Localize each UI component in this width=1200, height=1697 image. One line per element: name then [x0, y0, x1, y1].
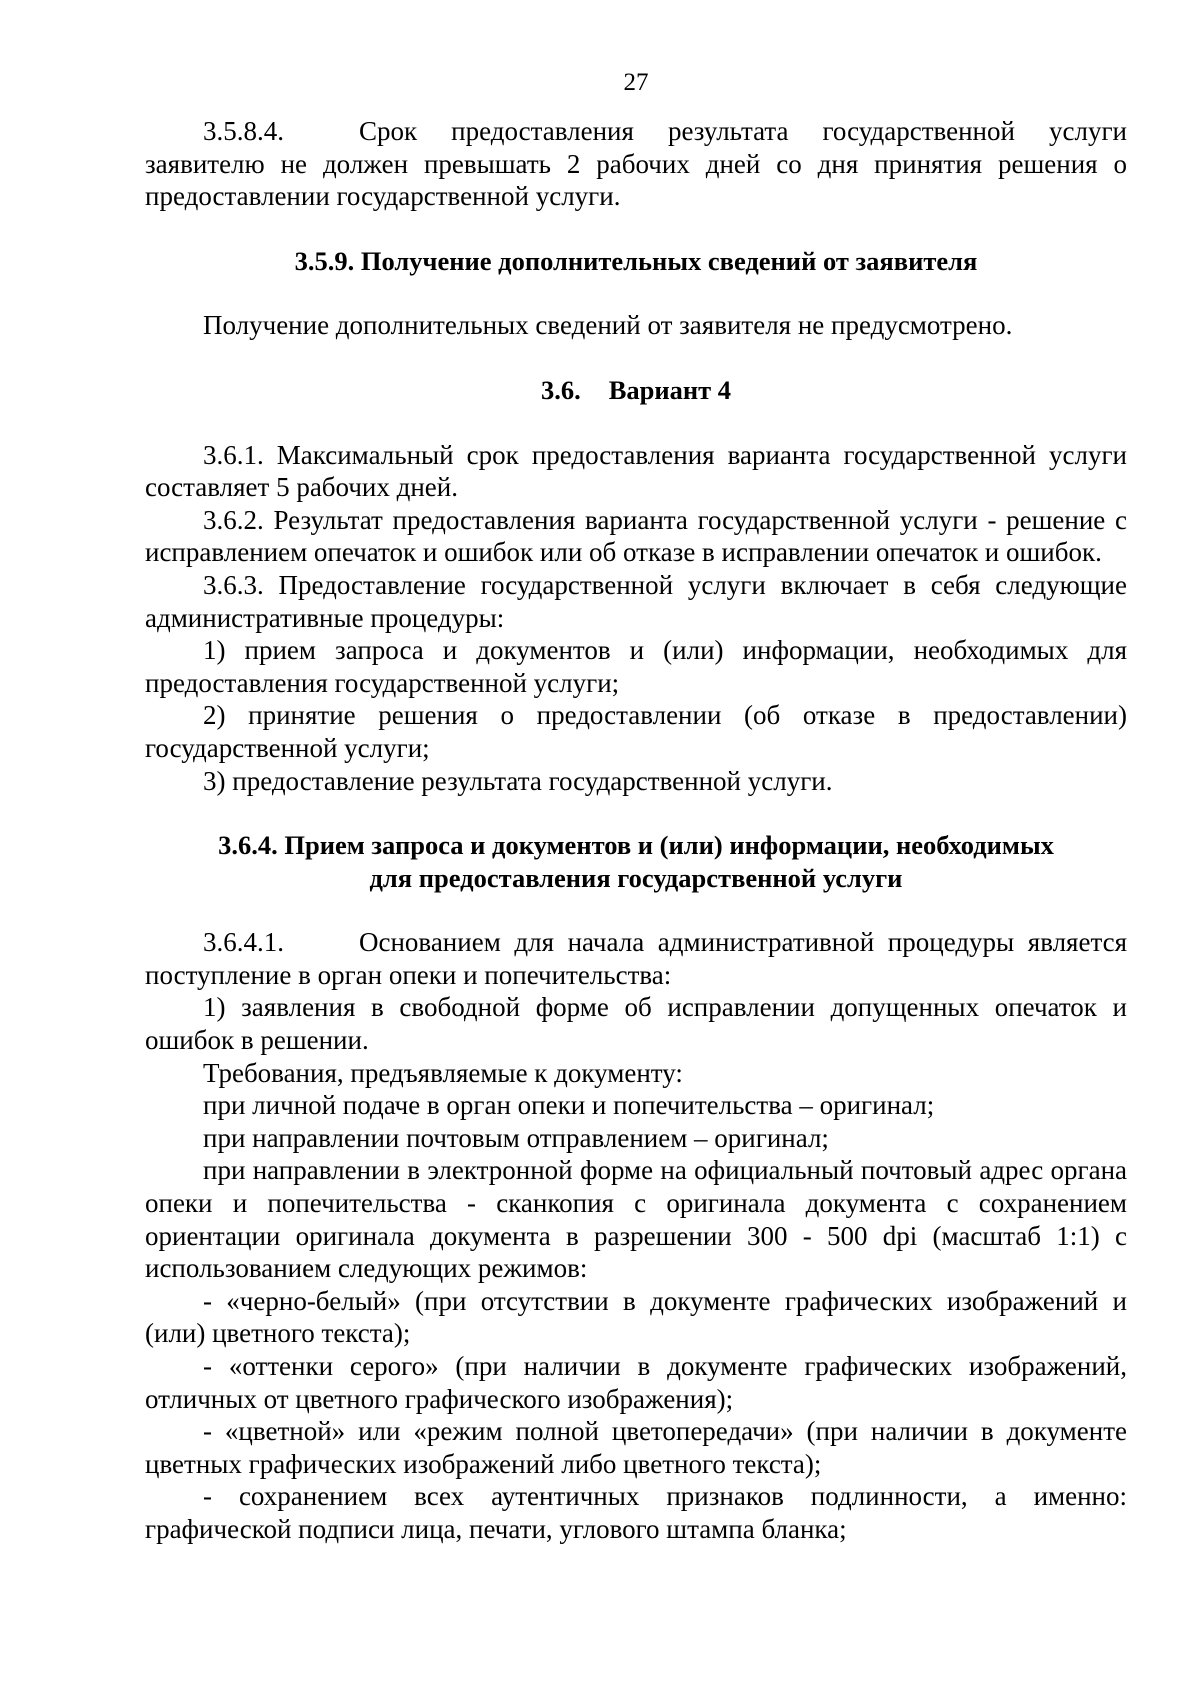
paragraph-3-6-2: 3.6.2. Результат предоставления варианта государственной услуги - решение с исправлением опечаток и ошибок или об отказе в исправлении опечаток и ошибок.	[145, 504, 1127, 568]
heading-line-1: 3.6.4. Прием запроса и документов и (или) информации, необходимых	[218, 830, 1054, 861]
paragraph-no-additional-info: Получение дополнительных сведений от заявителя не предусмотрено.	[203, 310, 1013, 341]
paragraph-authenticity: - сохранением всех аутентичных признаков подлинности, а именно: графической подписи лица, печати, углового штампа бланка;	[145, 1481, 1127, 1544]
section-number: 3.6.	[540, 374, 581, 405]
list-item-2: 2) принятие решения о предоставлении (об отказе в предоставлении) государственной услуги;	[145, 700, 1127, 763]
paragraph-text: Срок предоставления результата государственной услуги заявителю не должен превышать 2 рабочих дней со дня принятия решения о предоставлении государственной услуги.	[145, 116, 1127, 212]
section-heading-3-5-9: 3.5.9. Получение дополнительных сведений от заявителя	[294, 245, 978, 276]
paragraph-electronic-submission: при направлении в электронной форме на официальный почтовый адрес органа опеки и попечительства - сканкопия с оригинала документа с сохранением ориентации оригинала документа в разрешении 300 - 500 dpi (масштаб 1:1) с использованием следующих режимов:	[145, 1155, 1127, 1284]
section-heading-3-6-4	[145, 829, 1127, 894]
clause-number: 3.5.8.4.	[203, 116, 284, 146]
heading-line-2: для предоставления государственной услуги	[369, 862, 903, 893]
paragraph-3-6-3: 3.6.3. Предоставление государственной услуги включает в себя следующие административные процедуры:	[145, 569, 1127, 633]
paragraph-mode-color: - «цветной» или «режим полной цветопередачи» (при наличии в документе цветных графических изображений либо цветного текста);	[145, 1416, 1127, 1479]
page-number: 27	[623, 69, 649, 96]
section-heading-3-6	[145, 374, 1127, 407]
paragraph-mode-grayscale: - «оттенки серого» (при наличии в документе графических изображений, отличных от цветного графического изображения);	[145, 1351, 1127, 1414]
clause-number: 3.6.4.1.	[203, 927, 284, 958]
paragraph-postal-submission: при направлении почтовым отправлением – оригинал;	[203, 1122, 829, 1153]
paragraph-3-6-4-1	[145, 926, 1127, 991]
paragraph-3-5-8-4	[145, 115, 1127, 213]
list-item-1: 1) прием запроса и документов и (или) информации, необходимых для предоставления государственной услуги;	[145, 635, 1127, 698]
section-title: Вариант 4	[608, 374, 732, 405]
paragraph-application: 1) заявления в свободной форме об исправлении допущенных опечаток и ошибок в решении.	[145, 992, 1127, 1056]
list-item-3: 3) предоставление результата государственной услуги.	[203, 765, 833, 796]
paragraph-text: Основанием для начала административной процедуры является поступление в орган опеки и попечительства:	[145, 927, 1127, 990]
paragraph-requirements: Требования, предъявляемые к документу:	[203, 1057, 683, 1088]
paragraph-3-6-1: 3.6.1. Максимальный срок предоставления варианта государственной услуги составляет 5 рабочих дней.	[145, 439, 1127, 503]
document-body	[145, 115, 1127, 1546]
paragraph-personal-submission: при личной подаче в орган опеки и попечительства – оригинал;	[203, 1090, 935, 1121]
paragraph-mode-bw: - «черно-белый» (при отсутствии в документе графических изображений и (или) цветного текста);	[145, 1285, 1127, 1349]
